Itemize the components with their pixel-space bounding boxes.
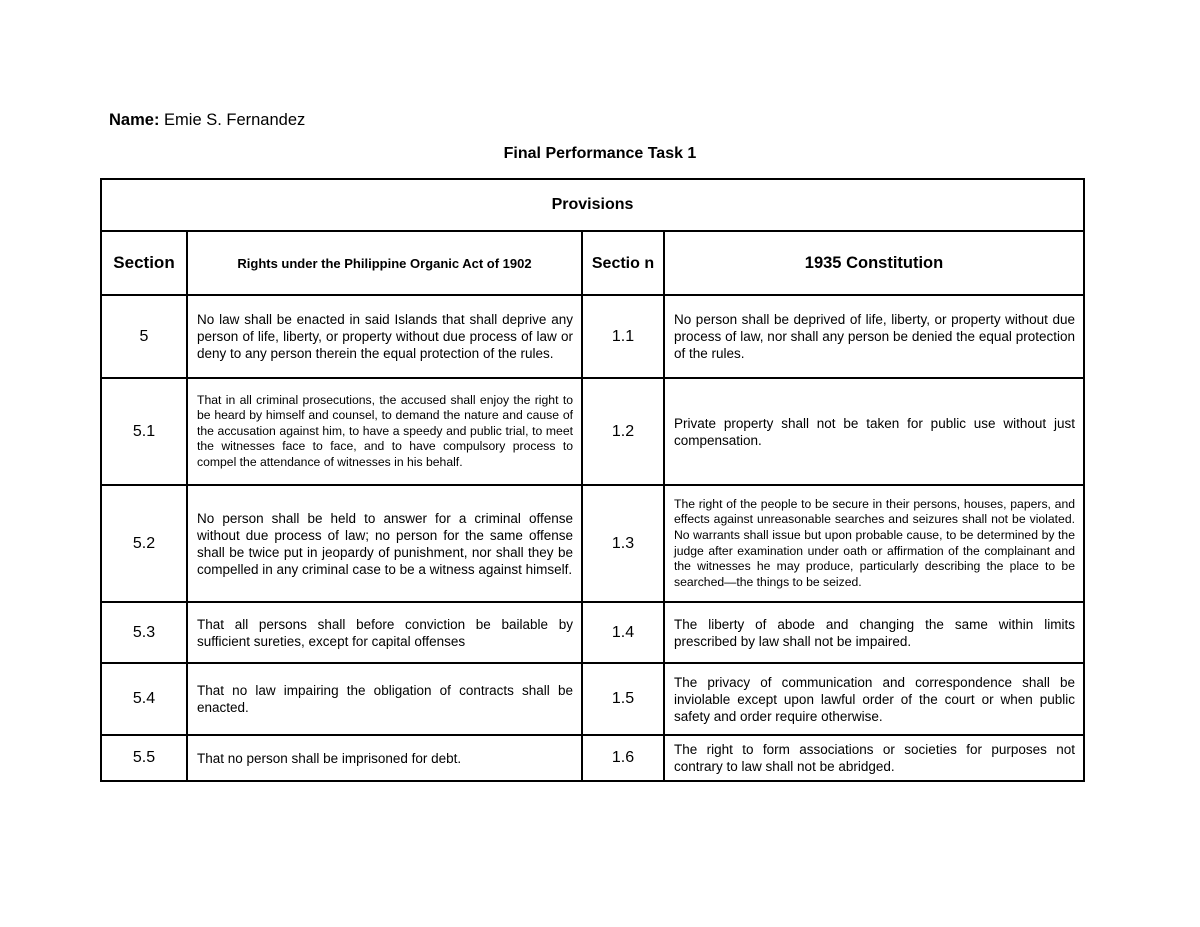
section-number: 5.3	[101, 602, 187, 663]
table-row	[101, 378, 1084, 485]
section-number: 5.5	[101, 735, 187, 781]
column-header-rights: Rights under the Philippine Organic Act of 1902	[187, 231, 582, 295]
table-row	[101, 663, 1084, 735]
constitution-section-number: 1.6	[582, 735, 664, 781]
table-row	[101, 295, 1084, 378]
constitution-section-number: 1.2	[582, 378, 664, 485]
table-row	[101, 485, 1084, 602]
table-caption: Provisions	[101, 179, 1084, 231]
constitution-provision: No person shall be deprived of life, liberty, or property without due process of law, nor shall any person be denied the equal protection of the rules.	[664, 295, 1084, 378]
constitution-section-number: 1.1	[582, 295, 664, 378]
name-value: Emie S. Fernandez	[164, 111, 306, 129]
constitution-provision: The right of the people to be secure in their persons, houses, papers, and effects against unreasonable searches and seizures shall not be violated. No warrants shall issue but upon probable cause, to be determined by the judge after examination under oath or affirmation of the complainant and the witnesses he may produce, particularly describing the place to be searched—the things to be seized.	[664, 485, 1084, 602]
column-header-section: Section	[101, 231, 187, 295]
constitution-provision: The right to form associations or societies for purposes not contrary to law shall not be abridged.	[664, 735, 1084, 781]
table-row	[101, 735, 1084, 781]
section-number: 5.2	[101, 485, 187, 602]
constitution-section-number: 1.3	[582, 485, 664, 602]
organic-act-right: No law shall be enacted in said Islands that shall deprive any person of life, liberty, or property without due process of law or deny to any person therein the equal protection of the rules.	[187, 295, 582, 378]
column-header-section-2: Sectio n	[582, 231, 664, 295]
constitution-section-number: 1.5	[582, 663, 664, 735]
organic-act-right: No person shall be held to answer for a criminal offense without due process of law; no person for the same offense shall be twice put in jeopardy of punishment, nor shall they be compelled in any criminal case to be a witness against himself.	[187, 485, 582, 602]
organic-act-right: That no law impairing the obligation of contracts shall be enacted.	[187, 663, 582, 735]
constitution-section-number: 1.4	[582, 602, 664, 663]
organic-act-right: That no person shall be imprisoned for debt.	[187, 735, 582, 781]
table-row	[101, 602, 1084, 663]
section-number: 5.1	[101, 378, 187, 485]
constitution-provision: The privacy of communication and correspondence shall be inviolable except upon lawful order of the court or when public safety and order require otherwise.	[664, 663, 1084, 735]
section-number: 5.4	[101, 663, 187, 735]
provisions-table	[100, 178, 1085, 782]
section-number: 5	[101, 295, 187, 378]
document-title: Final Performance Task 1	[503, 145, 697, 162]
constitution-provision: The liberty of abode and changing the same within limits prescribed by law shall not be impaired.	[664, 602, 1084, 663]
student-name-line	[109, 111, 305, 130]
organic-act-right: That in all criminal prosecutions, the accused shall enjoy the right to be heard by himself and counsel, to demand the nature and cause of the accusation against him, to have a speedy and public trial, to meet the witnesses face to face, and to have compulsory process to compel the attendance of witnesses in his behalf.	[187, 378, 582, 485]
organic-act-right: That all persons shall before conviction be bailable by sufficient sureties, except for capital offenses	[187, 602, 582, 663]
constitution-provision: Private property shall not be taken for public use without just compensation.	[664, 378, 1084, 485]
column-header-constitution: 1935 Constitution	[664, 231, 1084, 295]
name-label: Name:	[109, 111, 160, 129]
